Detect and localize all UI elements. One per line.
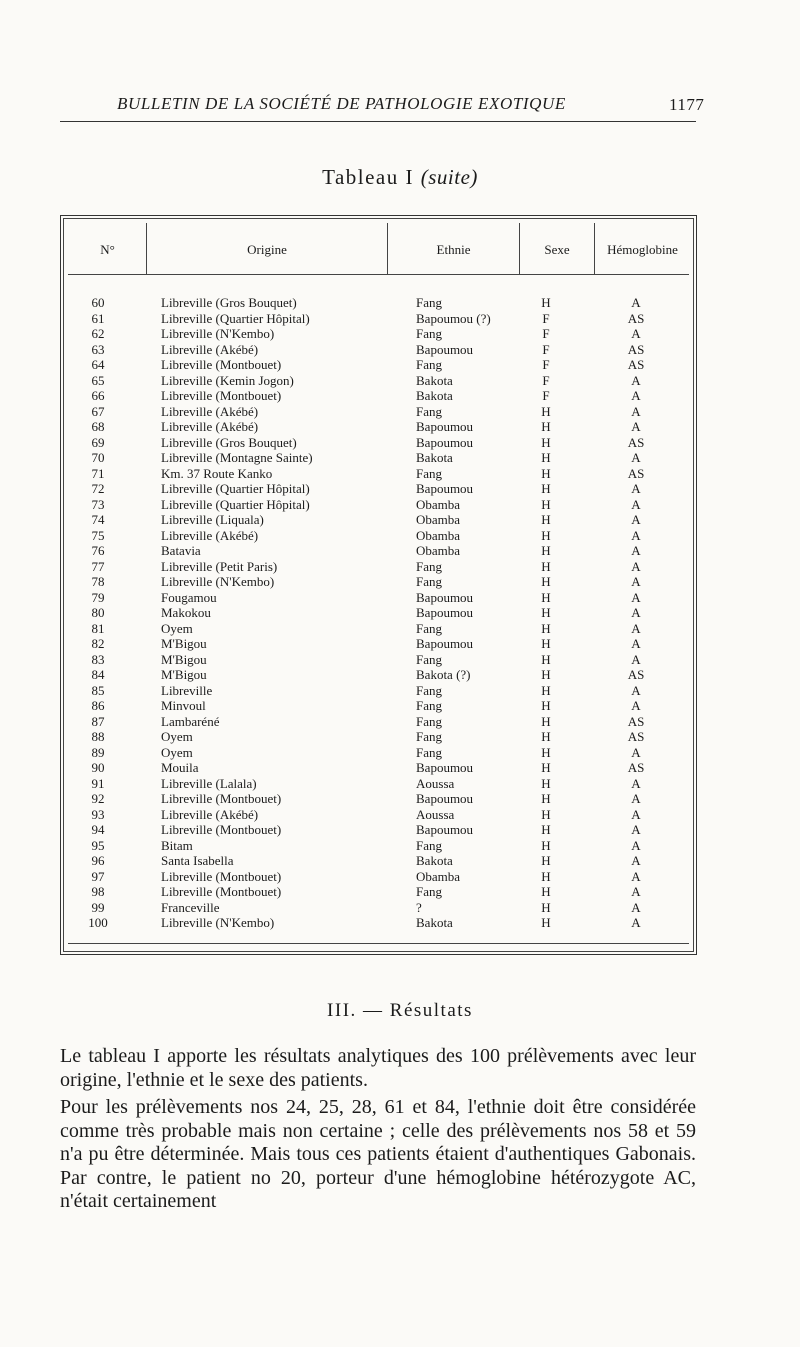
cell-no: 83 [91,651,105,667]
cell-origine: Santa Isabella [161,853,234,868]
cell-hemoglobine: A [631,636,641,651]
table-row [61,822,698,838]
cell-hemoglobine: AS [627,465,645,481]
cell-origine: Libreville (N'Kembo) [161,574,275,589]
cell-sexe: H [541,837,551,853]
running-head: BULLETIN DE LA SOCIÉTÉ DE PATHOLOGIE EXOTIQUE [117,94,566,113]
cell-no: 76 [91,543,105,558]
cell-origine: Libreville (N'Kembo) [161,915,275,930]
cell-no: 68 [91,419,105,434]
cell-hemoglobine: AS [627,434,645,450]
cell-hemoglobine: A [631,620,641,636]
table-row [61,543,698,559]
table-row [61,698,698,714]
cell-ethnie: Fang [416,295,442,310]
table-row [61,466,698,482]
cell-no: 97 [91,868,105,884]
table-row [61,559,698,575]
cell-no: 93 [91,806,105,822]
cell-ethnie: Fang [416,884,442,899]
cell-hemoglobine: A [631,419,641,434]
cell-sexe: H [541,558,551,574]
cell-sexe: F [542,357,550,372]
cell-ethnie: Bapoumou [416,419,474,434]
cell-origine: Oyem [161,729,193,744]
table-row [61,528,698,544]
cell-hemoglobine: A [631,512,641,527]
cell-origine: Libreville (Quartier Hôpital) [161,496,310,512]
cell-no: 98 [91,884,105,899]
cell-sexe: H [541,574,551,589]
cell-sexe: F [542,341,550,357]
cell-no: 95 [91,837,105,853]
cell-ethnie: Fang [416,403,442,419]
table-title-main: Tableau I [322,165,414,189]
footer-rule-line [68,943,689,944]
cell-sexe: F [542,326,550,341]
cell-hemoglobine: AS [627,667,645,682]
table-title-sub: (suite) [420,165,478,189]
cell-no: 63 [91,341,105,357]
table-row [61,497,698,513]
cell-sexe: H [541,543,551,558]
data-table [60,215,697,955]
table-row [61,683,698,699]
cell-no: 70 [91,450,105,465]
section-title: III. — Résultats [327,1000,473,1021]
table-row [61,791,698,807]
table-row [61,714,698,730]
cell-ethnie: Bakota [416,388,453,403]
cell-hemoglobine: A [631,295,641,310]
cell-no: 86 [91,698,105,713]
cell-origine: Libreville (Akébé) [161,403,259,419]
cell-origine: Oyem [161,620,193,636]
cell-no: 73 [91,496,105,512]
cell-origine: Libreville (Liquala) [161,512,264,527]
column-header-hemoglobine: Hémoglobine [607,242,678,257]
cell-sexe: H [541,806,551,822]
column-header-origine: Origine [247,242,287,257]
cell-ethnie: Bapoumou (?) [416,310,491,326]
cell-sexe: H [541,512,551,527]
table-row [61,776,698,792]
cell-sexe: H [541,434,551,450]
cell-sexe: H [541,868,551,884]
paragraph: Pour les prélèvements nos 24, 25, 28, 61 et 84, l'ethnie doit être considérée comme très probable mais non certaine ; celle des prélèvements nos 58 et 59 n'a pu être déterminée. Mais tous ces patients étaient d'authentiques Gabonais. Par contre, le patient no 20, porteur d'une hémoglobine hétérozygote AC, n'était certainement [60,1096,696,1213]
cell-ethnie: Bapoumou [416,605,474,620]
cell-ethnie: Bapoumou [416,636,474,651]
cell-no: 78 [91,574,105,589]
table-row [61,450,698,466]
cell-origine: Libreville (Akébé) [161,419,259,434]
cell-no: 66 [91,388,105,403]
table-row [61,574,698,590]
cell-origine: Libreville (Montagne Sainte) [161,450,313,465]
table-body [61,295,698,931]
cell-ethnie: Bakota [416,853,453,868]
table-row [61,481,698,497]
cell-sexe: H [541,465,551,481]
table-row [61,900,698,916]
cell-origine: Franceville [161,899,220,915]
table-row [61,621,698,637]
cell-sexe: H [541,698,551,713]
table-row [61,760,698,776]
table-row [61,853,698,869]
cell-ethnie: Bapoumou [416,481,474,496]
cell-origine: M'Bigou [161,636,207,651]
cell-no: 99 [91,899,105,915]
cell-sexe: H [541,636,551,651]
cell-origine: Oyem [161,744,193,760]
cell-no: 85 [91,682,105,698]
table-row [61,435,698,451]
cell-origine: Minvoul [161,698,206,713]
cell-hemoglobine: A [631,481,641,496]
cell-hemoglobine: A [631,775,641,791]
cell-sexe: H [541,450,551,465]
cell-origine: Libreville (Kemin Jogon) [161,372,294,388]
cell-hemoglobine: A [631,837,641,853]
table-row [61,295,698,311]
cell-no: 94 [91,822,105,837]
cell-sexe: H [541,527,551,543]
cell-origine: Mouila [161,760,199,775]
cell-sexe: H [541,496,551,512]
cell-no: 87 [91,713,105,729]
table-row [61,636,698,652]
cell-origine: Libreville (Lalala) [161,775,257,791]
cell-sexe: H [541,791,551,806]
cell-ethnie: Fang [416,558,442,574]
cell-sexe: H [541,403,551,419]
cell-origine: M'Bigou [161,651,207,667]
cell-no: 67 [91,403,105,419]
table-row [61,652,698,668]
page-number: 1177 [669,95,705,114]
table-row [61,373,698,389]
cell-hemoglobine: A [631,605,641,620]
cell-ethnie: Obamba [416,527,461,543]
cell-ethnie: Fang [416,713,442,729]
cell-sexe: H [541,295,551,310]
cell-sexe: H [541,853,551,868]
cell-ethnie: Fang [416,326,442,341]
cell-ethnie: Fang [416,357,442,372]
table-row [61,605,698,621]
cell-origine: Libreville (Montbouet) [161,791,282,806]
cell-no: 60 [91,295,105,310]
column-header-sexe: Sexe [544,242,570,257]
cell-no: 80 [91,605,105,620]
cell-sexe: H [541,419,551,434]
table-row [61,869,698,885]
table-row [61,915,698,931]
cell-sexe: H [541,729,551,744]
table-row [61,590,698,606]
cell-origine: Km. 37 Route Kanko [161,465,273,481]
cell-sexe: H [541,651,551,667]
cell-ethnie: Obamba [416,496,461,512]
cell-hemoglobine: A [631,822,641,837]
cell-sexe: H [541,775,551,791]
table-row [61,729,698,745]
cell-hemoglobine: A [631,682,641,698]
cell-origine: Libreville (Montbouet) [161,868,282,884]
cell-origine: Libreville (Montbouet) [161,388,282,403]
cell-ethnie: Bapoumou [416,791,474,806]
cell-no: 89 [91,744,105,760]
cell-hemoglobine: AS [627,713,645,729]
cell-no: 90 [91,760,105,775]
cell-origine: Libreville [161,682,213,698]
cell-ethnie: Bapoumou [416,760,474,775]
cell-no: 96 [91,853,105,868]
cell-ethnie: Bapoumou [416,589,474,605]
cell-origine: Libreville (Gros Bouquet) [161,295,297,310]
cell-ethnie: ? [416,899,422,915]
cell-sexe: F [542,388,550,403]
cell-no: 61 [91,310,105,326]
table-row [61,404,698,420]
cell-hemoglobine: A [631,853,641,868]
cell-no: 91 [91,775,105,791]
cell-origine: Makokou [161,605,211,620]
cell-hemoglobine: AS [627,760,645,775]
cell-sexe: H [541,822,551,837]
cell-no: 81 [91,620,105,636]
cell-hemoglobine: A [631,868,641,884]
cell-no: 74 [91,512,105,527]
cell-no: 82 [91,636,105,651]
cell-hemoglobine: A [631,403,641,419]
cell-hemoglobine: A [631,884,641,899]
cell-hemoglobine: A [631,899,641,915]
cell-ethnie: Fang [416,729,442,744]
cell-ethnie: Fang [416,744,442,760]
cell-origine: Libreville (Montbouet) [161,884,282,899]
cell-no: 62 [91,326,105,341]
table-row [61,667,698,683]
cell-ethnie: Obamba [416,868,461,884]
cell-origine: Fougamou [161,589,217,605]
table-row [61,311,698,327]
cell-origine: Lambaréné [161,713,220,729]
cell-ethnie: Bapoumou [416,341,474,357]
column-header-ethnie: Ethnie [436,242,471,257]
cell-hemoglobine: A [631,450,641,465]
cell-ethnie: Fang [416,698,442,713]
cell-sexe: H [541,915,551,930]
cell-hemoglobine: A [631,915,641,930]
cell-ethnie: Fang [416,620,442,636]
table-row [61,326,698,342]
table-row [61,884,698,900]
cell-ethnie: Fang [416,682,442,698]
cell-no: 65 [91,372,105,388]
cell-ethnie: Aoussa [416,806,455,822]
table-row [61,745,698,761]
cell-hemoglobine: A [631,698,641,713]
cell-origine: Libreville (Gros Bouquet) [161,434,297,450]
cell-hemoglobine: A [631,543,641,558]
cell-no: 72 [91,481,105,496]
cell-hemoglobine: AS [627,310,645,326]
cell-hemoglobine: A [631,651,641,667]
cell-ethnie: Fang [416,465,442,481]
cell-origine: Libreville (Akébé) [161,527,259,543]
cell-origine: Libreville (Montbouet) [161,822,282,837]
cell-no: 64 [91,357,105,372]
paragraph: Le tableau I apporte les résultats analytiques des 100 prélèvements avec leur origine, l'ethnie et le sexe des patients. [60,1045,696,1091]
cell-origine: Libreville (Montbouet) [161,357,282,372]
cell-hemoglobine: A [631,574,641,589]
cell-sexe: H [541,620,551,636]
cell-sexe: F [542,372,550,388]
cell-ethnie: Bakota [416,372,453,388]
cell-hemoglobine: A [631,388,641,403]
cell-no: 79 [91,589,105,605]
table-row [61,419,698,435]
cell-hemoglobine: A [631,372,641,388]
cell-hemoglobine: A [631,326,641,341]
cell-hemoglobine: AS [627,341,645,357]
cell-sexe: H [541,481,551,496]
cell-no: 100 [88,915,108,930]
cell-no: 92 [91,791,105,806]
cell-ethnie: Bapoumou [416,822,474,837]
table-row [61,388,698,404]
cell-no: 69 [91,434,105,450]
cell-origine: M'Bigou [161,667,207,682]
cell-sexe: H [541,899,551,915]
cell-hemoglobine: A [631,806,641,822]
cell-sexe: H [541,744,551,760]
table-row [61,807,698,823]
table-row [61,512,698,528]
header-rule [60,121,696,122]
cell-ethnie: Obamba [416,543,461,558]
table-title [0,165,800,190]
cell-sexe: H [541,884,551,899]
cell-no: 88 [91,729,105,744]
cell-sexe: H [541,589,551,605]
cell-origine: Libreville (Akébé) [161,341,259,357]
cell-no: 77 [91,558,105,574]
table-row [61,357,698,373]
cell-origine: Batavia [161,543,201,558]
cell-sexe: F [542,310,550,326]
cell-origine: Libreville (Quartier Hôpital) [161,481,310,496]
cell-no: 75 [91,527,105,543]
cell-origine: Libreville (Petit Paris) [161,558,278,574]
cell-ethnie: Fang [416,651,442,667]
cell-hemoglobine: A [631,791,641,806]
cell-ethnie: Obamba [416,512,461,527]
cell-origine: Libreville (N'Kembo) [161,326,275,341]
cell-hemoglobine: AS [627,357,645,372]
header-rule-line [68,274,689,275]
cell-sexe: H [541,605,551,620]
cell-no: 84 [91,667,105,682]
cell-hemoglobine: A [631,744,641,760]
cell-sexe: H [541,667,551,682]
cell-origine: Libreville (Akébé) [161,806,259,822]
cell-ethnie: Bakota [416,450,453,465]
cell-ethnie: Fang [416,574,442,589]
column-header-no: N° [100,242,115,257]
cell-ethnie: Aoussa [416,775,455,791]
cell-ethnie: Bakota (?) [416,667,471,682]
cell-ethnie: Bapoumou [416,434,474,450]
cell-ethnie: Fang [416,837,442,853]
cell-sexe: H [541,713,551,729]
cell-sexe: H [541,760,551,775]
cell-hemoglobine: A [631,496,641,512]
cell-origine: Bitam [161,837,193,853]
cell-ethnie: Bakota [416,915,453,930]
cell-hemoglobine: AS [627,729,645,744]
cell-sexe: H [541,682,551,698]
cell-origine: Libreville (Quartier Hôpital) [161,310,310,326]
cell-no: 71 [91,465,105,481]
cell-hemoglobine: A [631,527,641,543]
cell-hemoglobine: A [631,558,641,574]
cell-hemoglobine: A [631,589,641,605]
table-row [61,342,698,358]
table-row [61,838,698,854]
